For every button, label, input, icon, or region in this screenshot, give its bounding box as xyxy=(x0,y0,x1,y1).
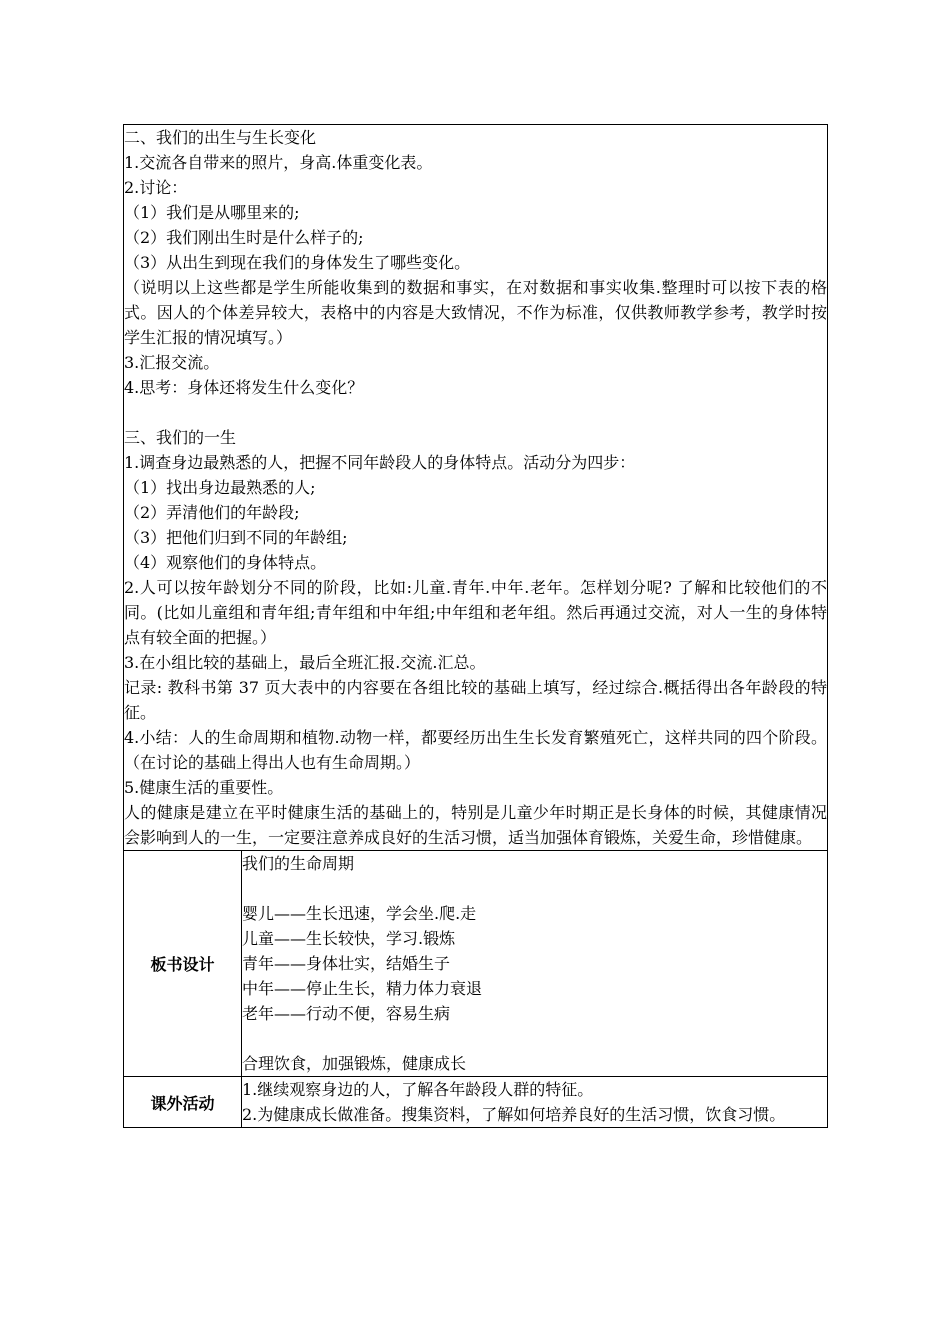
board-line-child: 儿童——生长较快，学习.锻炼 xyxy=(242,929,456,948)
spacer xyxy=(124,400,827,425)
section3-item-4: 4.小结：人的生命周期和植物.动物一样，都要经历出生生长发育繁殖死亡，这样共同的四个阶段。（在讨论的基础上得出人也有生命周期。） xyxy=(124,728,827,772)
board-design-label: 板书设计 xyxy=(124,851,242,1077)
section3-item-1d: （4）观察他们的身体特点。 xyxy=(124,553,327,572)
section3-item-1b: （2）弄清他们的年龄段; xyxy=(124,503,300,522)
section2-item-1: 1.交流各自带来的照片，身高.体重变化表。 xyxy=(124,153,433,172)
section2-item-2a: （1）我们是从哪里来的; xyxy=(124,203,300,222)
extracurricular-item-2: 2.为健康成长做准备。搜集资料，了解如何培养良好的生活习惯，饮食习惯。 xyxy=(242,1105,786,1124)
extracurricular-row xyxy=(124,1077,828,1128)
section2-item-3: 3.汇报交流。 xyxy=(124,353,220,372)
section2-title: 二、我们的出生与生长变化 xyxy=(124,128,317,147)
section2-item-2c: （3）从出生到现在我们的身体发生了哪些变化。 xyxy=(124,253,471,272)
board-design-title: 我们的生命周期 xyxy=(242,854,355,873)
section3-item-1a: （1）找出身边最熟悉的人; xyxy=(124,478,316,497)
section3-item-1c: （3）把他们归到不同的年龄组; xyxy=(124,528,348,547)
spacer xyxy=(242,1026,827,1051)
extracurricular-item-1: 1.继续观察身边的人，了解各年龄段人群的特征。 xyxy=(242,1080,594,1099)
section3-item-3: 3.在小组比较的基础上，最后全班汇报.交流.汇总。 xyxy=(124,653,486,672)
board-design-cell xyxy=(242,851,828,1077)
section3-item-5-text: 人的健康是建立在平时健康生活的基础上的，特别是儿童少年时期正是长身体的时候，其健康情况会影响到人的一生，一定要注意养成良好的生活习惯，适当加强体育锻炼，关爱生命，珍惜健康。 xyxy=(124,803,827,847)
section3-record: 记录: 教科书第 37 页大表中的内容要在各组比较的基础上填写，经过综合.概括得出各年龄段的特征。 xyxy=(124,678,827,722)
board-line-middle-age: 中年——停止生长，精力体力衰退 xyxy=(242,979,483,998)
board-design-row xyxy=(124,851,828,1077)
lesson-process-row xyxy=(124,125,828,851)
section2-item-2: 2.讨论： xyxy=(124,178,188,197)
spacer xyxy=(242,876,827,901)
board-line-old-age: 老年——行动不便，容易生病 xyxy=(242,1004,451,1023)
lesson-process-cell xyxy=(124,125,828,851)
board-line-infant: 婴儿——生长迅速，学会坐.爬.走 xyxy=(242,904,477,923)
section2-item-2b: （2）我们刚出生时是什么样子的; xyxy=(124,228,364,247)
extracurricular-cell xyxy=(242,1077,828,1128)
section3-item-2: 2.人可以按年龄划分不同的阶段，比如:儿童.青年.中年.老年。怎样划分呢? 了解和比较他们的不同。(比如儿童组和青年组;青年组和中年组;中年组和老年组。然后再通过交流，对人一生的身体特点有较全面的把握。） xyxy=(124,578,827,647)
section3-item-5: 5.健康生活的重要性。 xyxy=(124,778,284,797)
section3-title: 三、我们的一生 xyxy=(124,428,237,447)
extracurricular-label: 课外活动 xyxy=(124,1077,242,1128)
section3-item-1: 1.调查身边最熟悉的人，把握不同年龄段人的身体特点。活动分为四步： xyxy=(124,453,636,472)
section2-note: （说明以上这些都是学生所能收集到的数据和事实，在对数据和事实收集.整理时可以按下表的格式。因人的个体差异较大，表格中的内容是大致情况，不作为标准，仅供教师教学参考，教学时按学生汇报的情况填写。） xyxy=(124,278,827,347)
board-line-youth: 青年——身体壮实，结婚生子 xyxy=(242,954,451,973)
section2-item-4: 4.思考：身体还将发生什么变化？ xyxy=(124,378,364,397)
lesson-plan-table xyxy=(123,124,828,1128)
board-design-footer: 合理饮食，加强锻炼，健康成长 xyxy=(242,1054,467,1073)
